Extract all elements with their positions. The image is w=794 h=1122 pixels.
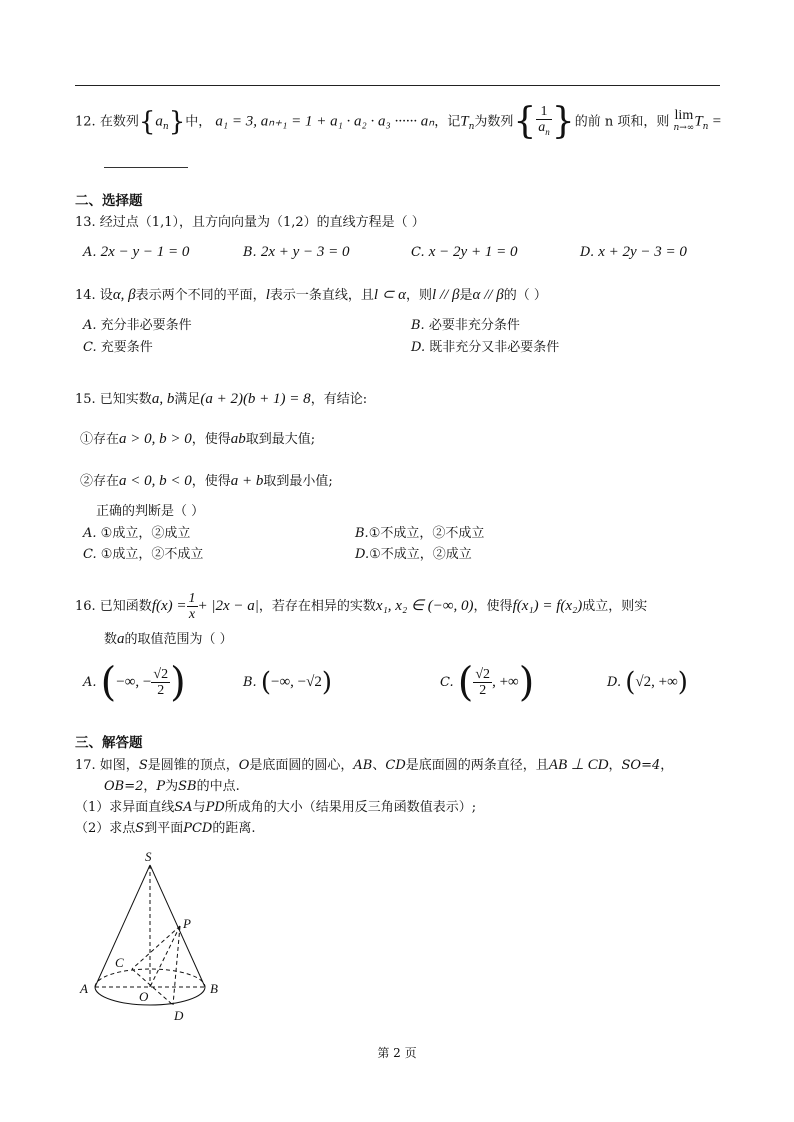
text: 16. 已知函数 <box>75 599 152 614</box>
text: 数 <box>104 632 118 647</box>
math: f(x₁) = f(x₂) <box>512 598 583 614</box>
label-C: C <box>115 955 124 970</box>
math-sub: n <box>162 122 169 132</box>
text: （2）求点 <box>75 821 136 836</box>
option-b <box>243 664 332 701</box>
text: ， <box>608 758 622 773</box>
label-D: D <box>174 1008 184 1023</box>
math: a > 0, b > 0 <box>119 431 192 447</box>
math: a < 0, b < 0 <box>119 473 192 489</box>
fraction <box>473 667 492 698</box>
option-text: x − 2y + 1 = 0 <box>428 244 518 260</box>
segment-PC <box>132 926 180 969</box>
frac-num: 1 <box>188 591 196 606</box>
math: PD <box>205 800 225 815</box>
header-rule <box>75 85 720 86</box>
option-label: B. <box>243 675 257 690</box>
page-footer: 第 2 页 <box>377 1046 417 1060</box>
text: ①存在 <box>80 432 120 447</box>
question-17-line2 <box>104 778 240 796</box>
option-label: D. <box>607 675 622 690</box>
text: 中， <box>185 114 212 130</box>
option-text: 既非充分又非必要条件 <box>429 340 560 355</box>
option-text: 充要条件 <box>100 340 153 355</box>
option-a <box>83 659 186 706</box>
paren-close: ) <box>321 667 332 698</box>
lim-sub: n→∞ <box>673 122 695 133</box>
option-text: 2x + y − 3 = 0 <box>260 244 350 260</box>
fraction <box>187 591 198 622</box>
text: 14. 设 <box>75 288 113 303</box>
question-17-line1 <box>75 756 673 775</box>
text: ， <box>660 758 674 773</box>
math: S <box>138 758 148 773</box>
math: O <box>238 758 250 773</box>
math: + |2x − a| <box>197 598 259 614</box>
option-text: ①成立，②不成立 <box>100 547 204 562</box>
brace-open: { <box>513 100 537 142</box>
option-a <box>83 525 190 543</box>
segment-PD <box>173 926 180 1005</box>
option-label: A. <box>83 526 97 541</box>
option-label: C. <box>440 675 454 690</box>
math: l <box>265 287 270 303</box>
text: 的中点. <box>196 779 240 794</box>
frac-den: 2 <box>479 683 487 698</box>
conclusion-2 <box>80 472 333 491</box>
math: α, β <box>112 287 136 303</box>
option-text: ①不成立，②成立 <box>369 547 472 562</box>
math-var: T <box>694 113 703 130</box>
math: CD <box>385 758 406 773</box>
limit <box>673 107 695 134</box>
text: 的（ ） <box>503 288 547 303</box>
option-label: D. <box>411 340 426 355</box>
option-a <box>83 243 189 262</box>
question-13-stem: 13. 经过点（1,1），且方向向量为（1,2）的直线方程是（ ） <box>75 215 425 230</box>
math: P <box>156 779 166 794</box>
brace-open: { <box>138 106 156 137</box>
text: 的前 n 项和，则 <box>574 114 670 130</box>
fraction <box>151 667 170 698</box>
text: 是底面圆的两条直径，且 <box>405 758 549 773</box>
frac-num: 1 <box>536 104 552 120</box>
text: （1）求异面直线 <box>75 800 175 815</box>
label-B: B <box>210 981 218 996</box>
option-c <box>83 339 153 357</box>
math: l ⊂ α <box>373 287 406 303</box>
math: √2, +∞ <box>635 674 678 690</box>
question-16-line2 <box>104 630 233 649</box>
paren-close: ) <box>677 667 688 698</box>
paren-open: ( <box>100 659 117 706</box>
math: l // β <box>432 287 460 303</box>
label-S: S <box>145 849 152 864</box>
text: 是 <box>459 288 473 303</box>
text: 为 <box>165 779 179 794</box>
text: 的距离. <box>212 821 256 836</box>
text: ，若存在相异的实数 <box>258 599 376 614</box>
section-title: 三、解答题 <box>75 735 143 751</box>
option-label: C. <box>83 340 97 355</box>
cone-figure <box>70 845 240 1030</box>
text: ， <box>143 779 157 794</box>
text: 与 <box>192 800 206 815</box>
math: −∞, − <box>116 674 152 690</box>
option-label: B. <box>243 245 257 260</box>
text: 是圆锥的顶点， <box>147 758 239 773</box>
paren-open: ( <box>457 659 474 706</box>
math: a, b <box>151 391 175 407</box>
math: AB ⊥ CD <box>548 757 609 773</box>
section-title: 二、选择题 <box>75 193 143 209</box>
question-12 <box>75 100 722 144</box>
option-b <box>355 525 484 543</box>
math: AB <box>353 758 373 773</box>
text: ，有结论: <box>310 392 368 407</box>
math-condition: a₁ = 3, aₙ₊₁ = 1 + a₁ · a₂ · a₃ ······ aₙ <box>215 113 435 130</box>
frac-den: 2 <box>157 683 165 698</box>
option-text: ①成立，②成立 <box>100 526 191 541</box>
frac-den: x <box>188 607 196 622</box>
math: SO=4 <box>621 758 661 773</box>
frac-den <box>536 120 552 140</box>
label-O: O <box>139 989 149 1004</box>
math: α // β <box>472 287 504 303</box>
option-label: C. <box>83 547 97 562</box>
math: SB <box>178 779 197 794</box>
text: 是底面圆的圆心， <box>249 758 354 773</box>
option-d <box>580 243 687 262</box>
brace-close: } <box>551 100 575 142</box>
text: 在数列 <box>99 114 139 130</box>
question-14-stem <box>75 286 547 305</box>
option-c <box>440 659 535 706</box>
math: S <box>135 821 145 836</box>
text: 表示一条直线，且 <box>269 288 374 303</box>
option-label: D. <box>580 245 595 260</box>
math-sub: n <box>545 126 550 137</box>
option-c <box>411 243 517 262</box>
option-label: C. <box>411 245 425 260</box>
option-label: B. <box>355 526 369 541</box>
question-number: 12. <box>75 114 96 130</box>
text: ，使得 <box>191 474 231 489</box>
question-15-stem <box>75 390 367 409</box>
fraction <box>536 104 552 140</box>
label-A: A <box>80 981 88 996</box>
text: ，使得 <box>191 432 231 447</box>
math: a + b <box>230 473 264 489</box>
text: ，则 <box>405 288 432 303</box>
text: 取到最大值; <box>245 432 316 447</box>
text: 表示两个不同的平面， <box>135 288 266 303</box>
math: , +∞ <box>492 674 519 690</box>
paren-close: ) <box>170 659 186 706</box>
option-d <box>355 546 472 564</box>
math: SA <box>174 800 193 815</box>
question-16-stem <box>75 588 647 625</box>
option-label: A. <box>83 675 97 690</box>
text: ，记 <box>434 114 461 130</box>
option-label: D. <box>355 547 370 562</box>
option-label: A. <box>83 245 97 260</box>
text: 15. 已知实数 <box>75 392 152 407</box>
conclusion-1 <box>80 430 315 449</box>
option-d <box>607 664 688 701</box>
equals: = <box>712 113 722 130</box>
math-var: T <box>460 113 469 130</box>
math: PCD <box>183 821 213 836</box>
paren-open: ( <box>260 667 271 698</box>
math: a <box>117 631 125 647</box>
math-var: a <box>155 113 163 130</box>
math-sub: n <box>468 122 475 132</box>
math: −∞, −√2 <box>270 674 322 690</box>
text: ②存在 <box>80 474 120 489</box>
math-sub: n <box>702 122 709 132</box>
lim-text: lim <box>674 107 694 123</box>
judge-prompt: 正确的判断是（ ） <box>96 504 205 519</box>
option-text: 2x − y − 1 = 0 <box>100 244 190 260</box>
option-b <box>411 317 520 335</box>
option-text: 充分非必要条件 <box>100 318 192 333</box>
option-label: A. <box>83 318 97 333</box>
base-front-arc <box>95 987 205 1005</box>
option-text: ①不成立，②不成立 <box>368 526 485 541</box>
text: 17. 如图， <box>75 758 139 773</box>
text: 到平面 <box>144 821 184 836</box>
brace-close: } <box>168 106 186 137</box>
math: (a + 2)(b + 1) = 8 <box>200 391 311 407</box>
option-d <box>411 339 559 357</box>
option-b <box>243 243 350 262</box>
math: ab <box>230 431 246 447</box>
option-text: x + 2y − 3 = 0 <box>598 244 687 260</box>
option-label: B. <box>411 318 425 333</box>
option-text: 必要非充分条件 <box>428 318 520 333</box>
text: 的取值范围为（ ） <box>124 632 233 647</box>
text: 为数列 <box>474 114 514 130</box>
text: 取到最小值; <box>263 474 333 489</box>
text: 成立，则实 <box>582 599 648 614</box>
text: ，使得 <box>473 599 513 614</box>
math-var: a <box>538 120 546 135</box>
frac-num: √2 <box>475 667 491 682</box>
math: x₁, x₂ ∈ (−∞, 0) <box>375 598 474 614</box>
text: 、 <box>372 758 386 773</box>
paren-open: ( <box>625 667 636 698</box>
option-a <box>83 317 192 335</box>
math: OB=2 <box>104 779 144 794</box>
answer-blank <box>104 167 188 168</box>
label-P: P <box>183 916 191 931</box>
frac-num: √2 <box>153 667 169 682</box>
question-17-part2 <box>75 820 255 838</box>
question-17-part1 <box>75 799 476 817</box>
text: 满足 <box>174 392 201 407</box>
edge-SB <box>150 865 205 987</box>
paren-close: ) <box>518 659 535 706</box>
text: 所成角的大小（结果用反三角函数值表示）; <box>224 800 477 815</box>
option-c <box>83 546 203 564</box>
math: f(x) = <box>151 598 187 614</box>
